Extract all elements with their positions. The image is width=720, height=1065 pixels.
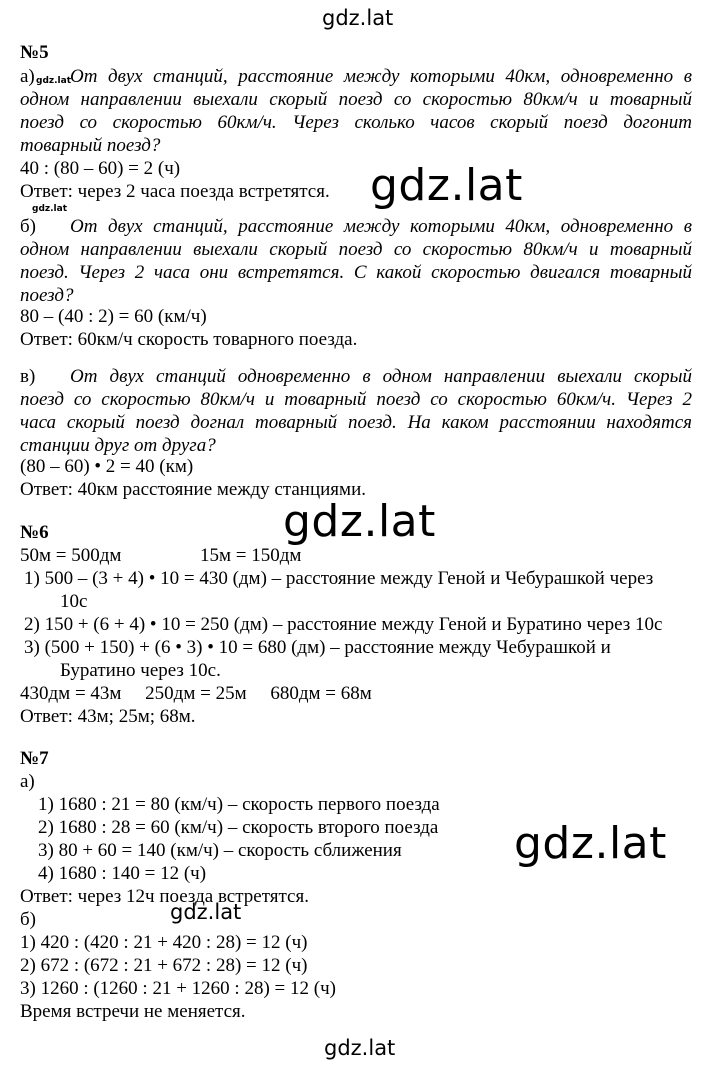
task-5-heading: №5 bbox=[20, 42, 49, 63]
task-5c-calculation: (80 – 60) • 2 = 40 (км) bbox=[20, 456, 194, 477]
task-5a-answer: Ответ: через 2 часа поезда встретятся. bbox=[20, 181, 330, 202]
task-5b-text-line: поезд. Через 2 часа они встретятся. С какой скоростью двигался товарный bbox=[20, 262, 692, 283]
task-5c-text-line: поезд со скоростью 80км/ч и товарный поезд со скоростью 60км/ч. Через 2 bbox=[20, 389, 692, 410]
task-5c-text-line: станции друг от друга? bbox=[20, 435, 216, 456]
task-6-step-1: 1) 500 – (3 + 4) • 10 = 430 (дм) – расстояние между Геной и Чебурашкой через bbox=[24, 568, 654, 589]
task-5c-answer: Ответ: 40км расстояние между станциями. bbox=[20, 479, 366, 500]
task-5c-label: в) bbox=[20, 366, 36, 387]
task-7b-step: 1) 420 : (420 : 21 + 420 : 28) = 12 (ч) bbox=[20, 932, 308, 953]
task-7b-step: 2) 672 : (672 : 21 + 672 : 28) = 12 (ч) bbox=[20, 955, 308, 976]
task-7-heading: №7 bbox=[20, 748, 49, 769]
watermark-top: gdz.lat bbox=[322, 6, 394, 30]
watermark-large-3: gdz.lat bbox=[514, 818, 667, 869]
watermark-large-1: gdz.lat bbox=[370, 160, 523, 211]
task-6-conversion-result: 430дм = 43м 250дм = 25м 680дм = 68м bbox=[20, 683, 372, 704]
task-6-step-1-cont: 10с bbox=[60, 591, 88, 612]
task-5c-text-line: часа скорый поезд догнал товарный поезд. На каком расстоянии находятся bbox=[20, 412, 692, 433]
watermark-tiny-2: gdz.lat bbox=[32, 204, 68, 214]
watermark-bottom: gdz.lat bbox=[324, 1036, 396, 1060]
task-5b-text-line: От двух станций, расстояние между которыми 40км, одновременно в bbox=[70, 216, 692, 237]
task-5a-text-line: товарный поезд? bbox=[20, 135, 161, 156]
task-7a-step: 4) 1680 : 140 = 12 (ч) bbox=[38, 863, 207, 884]
task-7a-step: 2) 1680 : 28 = 60 (км/ч) – скорость второго поезда bbox=[38, 817, 439, 838]
task-5b-text-line: поезд? bbox=[20, 285, 74, 306]
task-5a-calculation: 40 : (80 – 60) = 2 (ч) bbox=[20, 158, 181, 179]
watermark-tiny-1: gdz.lat bbox=[36, 76, 72, 86]
watermark-small-mid: gdz.lat bbox=[170, 900, 242, 924]
task-6-answer: Ответ: 43м; 25м; 68м. bbox=[20, 706, 196, 727]
task-6-heading: №6 bbox=[20, 522, 49, 543]
task-5a-label: а) bbox=[20, 66, 35, 87]
task-6-step-3-cont: Буратино через 10с. bbox=[60, 660, 221, 681]
task-7a-label: а) bbox=[20, 771, 35, 792]
task-6-conversion-2: 15м = 150дм bbox=[200, 545, 302, 566]
task-5a-text-line: поезд со скоростью 60км/ч. Через сколько часов скорый поезд догонит bbox=[20, 112, 692, 133]
task-7a-answer: Ответ: через 12ч поезда встретятся. bbox=[20, 886, 309, 907]
task-7a-step: 1) 1680 : 21 = 80 (км/ч) – скорость первого поезда bbox=[38, 794, 440, 815]
task-5b-answer: Ответ: 60км/ч скорость товарного поезда. bbox=[20, 329, 358, 350]
task-5a-text-line: От двух станций, расстояние между которыми 40км, одновременно в bbox=[70, 66, 692, 87]
task-6-step-3: 3) (500 + 150) + (6 • 3) • 10 = 680 (дм) – расстояние между Чебурашкой и bbox=[24, 637, 611, 658]
task-5a-text-line: одном направлении выехали скорый поезд со скоростью 80км/ч и товарный bbox=[20, 89, 692, 110]
task-5c-text-line: От двух станций одновременно в одном направлении выехали скорый bbox=[70, 366, 692, 387]
task-5b-text-line: одном направлении выехали скорый поезд со скоростью 80км/ч и товарный bbox=[20, 239, 692, 260]
task-6-step-2: 2) 150 + (6 + 4) • 10 = 250 (дм) – расстояние между Геной и Буратино через 10с bbox=[24, 614, 663, 635]
task-7b-conclusion: Время встречи не меняется. bbox=[20, 1001, 246, 1022]
task-7a-step: 3) 80 + 60 = 140 (км/ч) – скорость сближения bbox=[38, 840, 402, 861]
task-7b-step: 3) 1260 : (1260 : 21 + 1260 : 28) = 12 (ч) bbox=[20, 978, 336, 999]
task-5b-label: б) bbox=[20, 216, 36, 237]
task-7b-label: б) bbox=[20, 909, 36, 930]
watermark-large-2: gdz.lat bbox=[283, 496, 436, 547]
task-5b-calculation: 80 – (40 : 2) = 60 (км/ч) bbox=[20, 306, 207, 327]
task-6-conversion-1: 50м = 500дм bbox=[20, 545, 122, 566]
